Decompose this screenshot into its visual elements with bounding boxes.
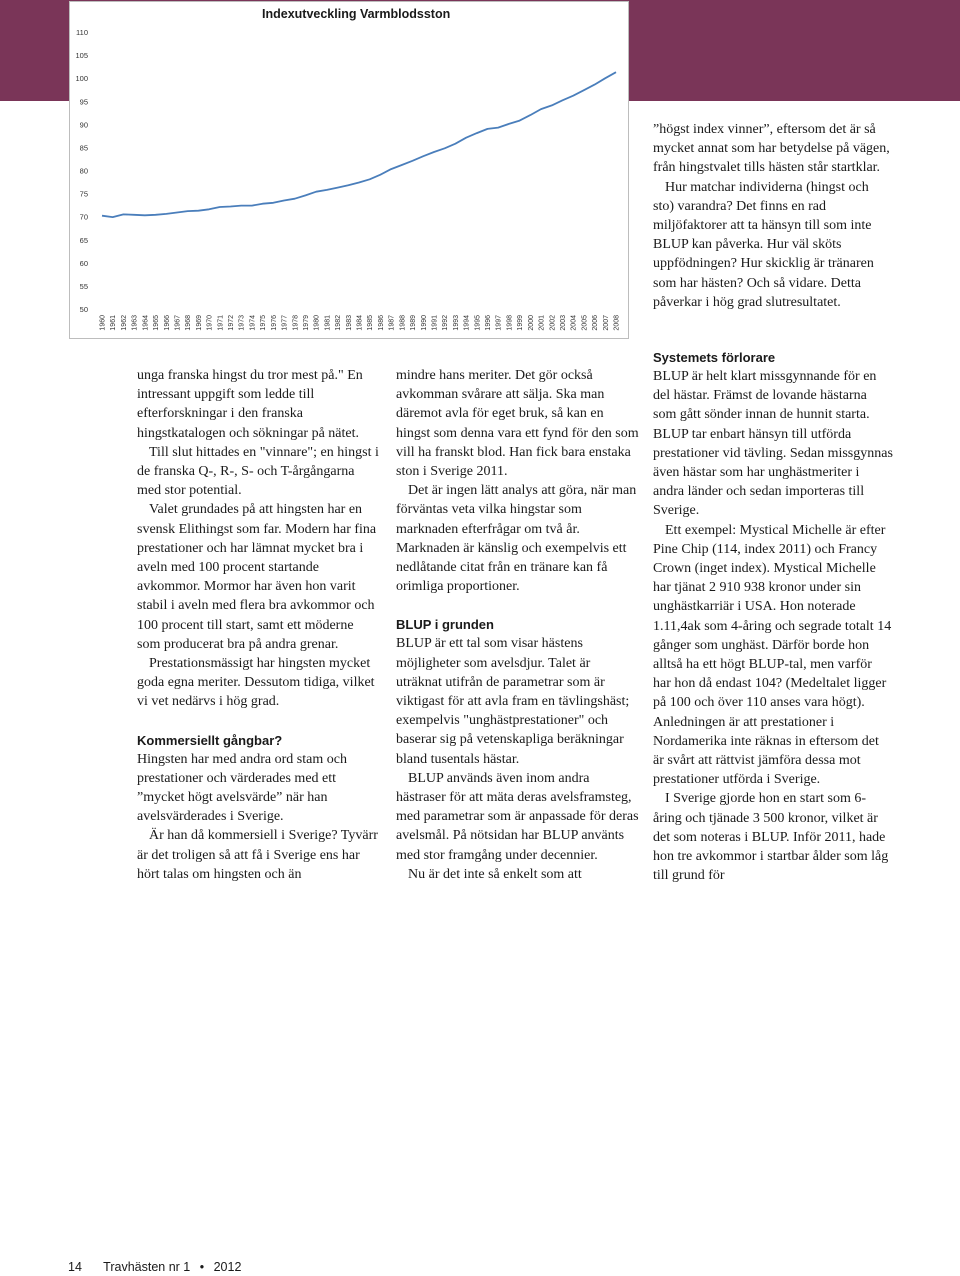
x-tick-label: 2004	[570, 315, 578, 331]
x-tick-label: 1968	[185, 315, 193, 331]
x-tick-label: 1983	[345, 315, 353, 331]
magazine-issue: Travhästen nr 1	[103, 1260, 191, 1274]
x-tick-label: 1969	[195, 315, 203, 331]
page-footer	[68, 1260, 241, 1274]
middle-heading-blup: BLUP i grunden	[396, 617, 494, 633]
x-tick-label: 1962	[120, 315, 128, 331]
x-tick-label: 1970	[206, 315, 214, 331]
x-tick-label: 1992	[442, 315, 450, 331]
x-tick-label: 2002	[549, 315, 557, 331]
middle-paragraph-4: BLUP används även inom andra hästraser för att mäta deras avelsframsteg, med parametrar som är anpassade för deras avelsmål. På nötsidan har BLUP använts med stor framgång under decennier.	[396, 770, 639, 863]
right-top-paragraph-2: Hur matchar individerna (hingst och sto) varandra? Det finns en rad miljöfaktorer att ta hänsyn till som inte BLUP kan påverka. Hur väl sköts uppfödningen? Hur skicklig är tränaren som har hästen? Och så vidare. Detta påverkar i hög grad slutresultatet.	[653, 179, 874, 310]
left-paragraph-4: Prestationsmässigt har hingsten mycket goda egna meriter. Dessutom tidiga, vilket vi vet nedärvs i hög grad.	[137, 656, 375, 710]
y-tick-label: 80	[79, 166, 88, 176]
middle-paragraph-5: Nu är det inte så enkelt som att	[408, 866, 582, 882]
x-tick-label: 1991	[431, 315, 439, 331]
y-tick-label: 60	[79, 258, 88, 268]
y-tick-label: 55	[79, 281, 88, 291]
x-tick-label: 1999	[517, 315, 525, 331]
x-tick-label: 1998	[506, 314, 514, 331]
x-tick-label: 1989	[410, 315, 418, 331]
x-tick-label: 1971	[217, 315, 225, 331]
x-tick-label: 1965	[153, 315, 161, 331]
x-tick-label: 1982	[335, 315, 343, 331]
x-tick-label: 1961	[110, 315, 118, 331]
left-paragraph-6: Är han då kommersiell i Sverige? Tyvärr är det troligen så att få i Sverige ens har hört talas om hingsten och än	[137, 828, 378, 882]
index-line-chart	[0, 0, 640, 345]
x-tick-label: 1984	[356, 315, 364, 331]
footer-separator: •	[199, 1260, 205, 1274]
y-tick-label: 75	[79, 189, 88, 199]
x-tick-label: 1977	[281, 315, 289, 331]
x-tick-label: 1985	[367, 315, 375, 331]
left-heading-kommersiellt: Kommersiellt gångbar?	[137, 732, 283, 748]
right-bottom-column	[653, 348, 893, 885]
x-tick-label: 1993	[452, 315, 460, 331]
x-tick-label: 1979	[302, 315, 310, 331]
right-paragraph-1: BLUP är helt klart missgynnande för en del hästar. Främst de lovande hästarna som gått sönder innan de hunnit starta. BLUP tar enbart hänsyn till utförda prestationer vid tävling. Sedan missgynnas även hästar som har unghästmeriter i andra länder och sedan importeras till Sverige.	[653, 369, 893, 519]
y-tick-label: 95	[79, 97, 88, 107]
y-tick-label: 70	[79, 212, 88, 222]
x-tick-label: 1976	[270, 315, 278, 331]
x-tick-label: 1967	[174, 315, 182, 331]
x-tick-label: 1964	[142, 315, 150, 331]
x-tick-label: 1960	[99, 315, 107, 331]
x-tick-label: 1987	[388, 315, 396, 331]
x-tick-label: 1988	[399, 315, 407, 331]
x-tick-label: 1980	[313, 315, 321, 331]
right-paragraph-3: I Sverige gjorde hon en start som 6-åring och tjänade 3 500 kronor, vilket är det som noteras i BLUP. Inför 2011, hade hon tre avkommor i startbar ålder som låg till grund för	[653, 791, 889, 884]
left-paragraph-2: Till slut hittades en "vinnare"; en hingst i de franska Q-, R-, S- och T-årgångarna med stor potential.	[137, 444, 379, 499]
right-heading-systemets: Systemets förlorare	[653, 350, 776, 365]
x-tick-label: 2000	[527, 315, 535, 331]
right-top-paragraph-1: ”högst index vinner”, eftersom det är så mycket annat som har betydelse på vägen, från hingstvalet tills hästen står startklar.	[653, 122, 890, 176]
middle-column	[396, 366, 639, 884]
middle-paragraph-1: mindre hans meriter. Det gör också avkomman svårare att sälja. Ska man däremot avla för eget bruk, så kan en hingst som denna vara ett fynd för den som vill ha franskt blod. Han fick bara enstaka ston i Sverige 2011.	[396, 368, 639, 480]
page-number: 14	[68, 1260, 82, 1274]
x-tick-label: 1966	[163, 315, 171, 331]
issue-year: 2012	[213, 1260, 242, 1274]
middle-paragraph-3: BLUP är ett tal som visar hästens möjligheter som avelsdjur. Talet är uträknat utifrån de parametrar som är viktigast för att avla fram en tävlingshäst; exempelvis "unghästprestationer" och baserar sig på vetenskapliga beräkningar bland tusentals hästar.	[396, 636, 630, 767]
left-paragraph-1: unga franska hingst du tror mest på." En intressant uppgift som ledde till efterforskningar i den franska hingstkatalogen och sökningar på nätet.	[137, 368, 363, 441]
left-paragraph-5: Hingsten har med andra ord stam och prestationer och värderades med ett ”mycket högt avelsvärde” när han avelsvärderades i Sverige.	[137, 751, 347, 825]
x-tick-label: 1981	[324, 315, 332, 331]
left-column	[137, 366, 380, 884]
x-tick-label: 1963	[131, 315, 139, 331]
right-paragraph-2: Ett exempel: Mystical Michelle är efter Pine Chip (114, index 2011) och Francy Crown (inget index). Mystical Michelle har tjänat 2 910 938 kronor under sin unghästkarriär i USA. Hon noterade 1.11,4ak som 4-åring och segrade totalt 14 gånger som unghäst. Därför borde hon alltså ha ett högt BLUP-tal, men varför har hon då endast 104? (Medeltalet ligger på 100 och över 110 anses vara högt). Anledningen är att prestationer i Nordamerika inte räknas in eftersom det är svårt att rättvist jämföra dessa mot prestationer utförda i Sverige.	[653, 522, 892, 788]
x-tick-label: 1972	[228, 315, 235, 331]
x-tick-label: 1975	[260, 315, 268, 331]
x-tick-label: 1973	[238, 315, 246, 331]
x-tick-label: 1995	[474, 315, 482, 331]
x-tick-label: 1994	[463, 315, 471, 331]
x-tick-label: 1990	[420, 315, 428, 331]
x-tick-label: 2008	[613, 315, 621, 331]
series-line	[102, 72, 616, 217]
x-tick-label: 1974	[249, 315, 257, 331]
y-tick-label: 110	[76, 28, 88, 37]
x-tick-label: 2001	[538, 315, 546, 331]
y-tick-label: 105	[75, 51, 88, 61]
x-tick-label: 2007	[602, 315, 610, 331]
y-tick-label: 65	[79, 235, 88, 245]
x-tick-label: 1997	[495, 315, 503, 331]
x-tick-label: 1978	[292, 315, 300, 331]
x-tick-label: 2006	[592, 315, 600, 331]
y-tick-label: 50	[79, 305, 88, 314]
y-tick-label: 90	[79, 120, 88, 130]
x-tick-label: 2003	[559, 315, 567, 331]
x-tick-label: 2005	[581, 315, 589, 331]
middle-paragraph-2: Det är ingen lätt analys att göra, när man förväntas veta vilka hingstar som marknaden efterfrågar om två år. Marknaden är känslig och exempelvis ett nedlåtande citat från en tränare kan få orimliga proportioner.	[396, 483, 637, 595]
y-tick-label: 100	[75, 74, 88, 84]
right-top-column	[653, 120, 893, 312]
chart-title: Indexutveckling Varmblodsston	[262, 7, 451, 21]
left-paragraph-3: Valet grundades på att hingsten har en svensk Elithingst som far. Modern har fina prestationer och har lämnat mycket bra i aveln med 100 procent startande avkommor. Mormor har även hon varit stabil i aveln med flera bra avkommor och 100 procent till start, samt ett möderne som producerat bra på andra grenar.	[137, 502, 377, 652]
x-tick-label: 1986	[377, 315, 385, 331]
y-tick-label: 85	[79, 143, 88, 153]
x-tick-label: 1996	[485, 315, 492, 331]
